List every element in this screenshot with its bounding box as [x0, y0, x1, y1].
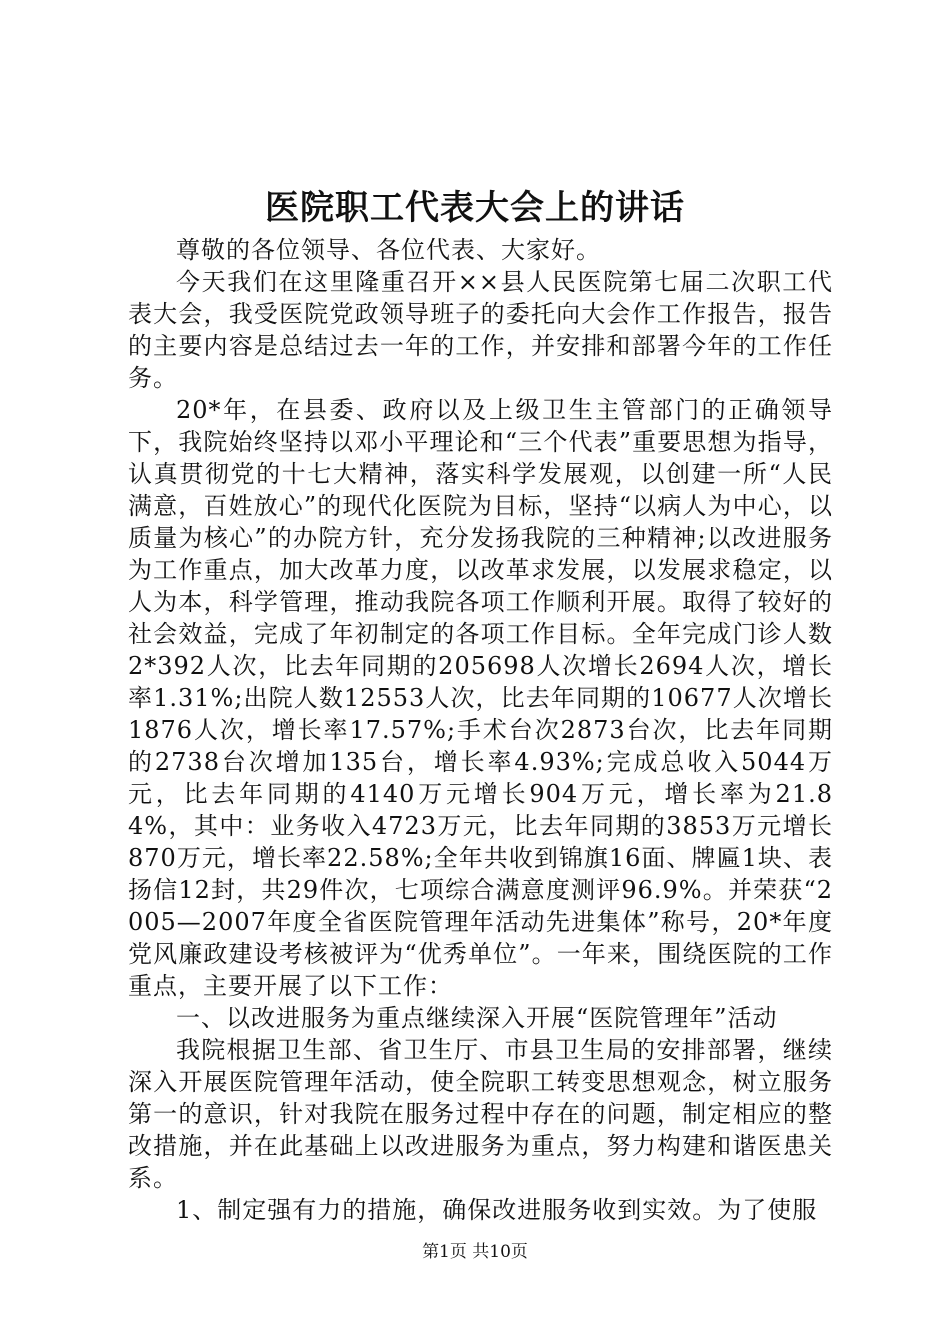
document-title: 医院职工代表大会上的讲话 — [265, 188, 685, 228]
paragraph-greeting: 尊敬的各位领导、各位代表、大家好。 — [176, 236, 601, 264]
section-heading-1: 一、以改进服务为重点继续深入开展“医院管理年”活动 — [176, 1004, 778, 1032]
paragraph-section-1: 我院根据卫生部、省卫生厅、市县卫生局的安排部署，继续深入开展医院管理年活动，使全院职工转变思想观念，树立服务第一的意识，针对我院在服务过程中存在的问题，制定相应的整改措施，并在此基础上以改进服务为重点，努力构建和谐医患关系。 — [128, 1036, 833, 1192]
paragraph-opening: 今天我们在这里隆重召开××县人民医院第七届二次职工代表大会，我受医院党政领导班子的委托向大会作工作报告，报告的主要内容是总结过去一年的工作，并安排和部署今年的工作任务。 — [128, 268, 833, 392]
page-number-footer: 第1页 共10页 — [422, 1242, 528, 1262]
paragraph-annual-summary: 20*年，在县委、政府以及上级卫生主管部门的正确领导下，我院始终坚持以邓小平理论和“三个代表”重要思想为指导，认真贯彻党的十七大精神，落实科学发展观，以创建一所“人民满意，百姓放心”的现代化医院为目标，坚持“以病人为中心，以质量为核心”的办院方针，充分发扬我院的三种精神;以改进服务为工作重点，加大改革力度，以改革求发展，以发展求稳定，以人为本，科学管理，推动我院各项工作顺利开展。取得了较好的社会效益，完成了年初制定的各项工作目标。全年完成门诊人数2*392人次，比去年同期的205698人次增长2694人次，增长率1.31%;出院人数12553人次，比去年同期的10677人次增长1876人次，增长率17.57%;手术台次2873台次，比去年同期的2738台次增加135台，增长率4.93%;完成总收入5044万元，比去年同期的4140万元增长904万元，增长率为21.84%，其中：业务收入4723万元，比去年同期的3853万元增长870万元，增长率22.58%;全年共收到锦旗16面、牌匾1块、表扬信12封，共29件次，七项综合满意度测评96.9%。并荣获“2005—2007年度全省医院管理年活动先进集体”称号，20*年度党风廉政建设考核被评为“优秀单位”。一年来，围绕医院的工作重点，主要开展了以下工作： — [128, 396, 833, 1000]
document-body — [128, 234, 833, 1226]
paragraph-measure-1: 1、制定强有力的措施，确保改进服务收到实效。为了使服 — [176, 1196, 818, 1224]
